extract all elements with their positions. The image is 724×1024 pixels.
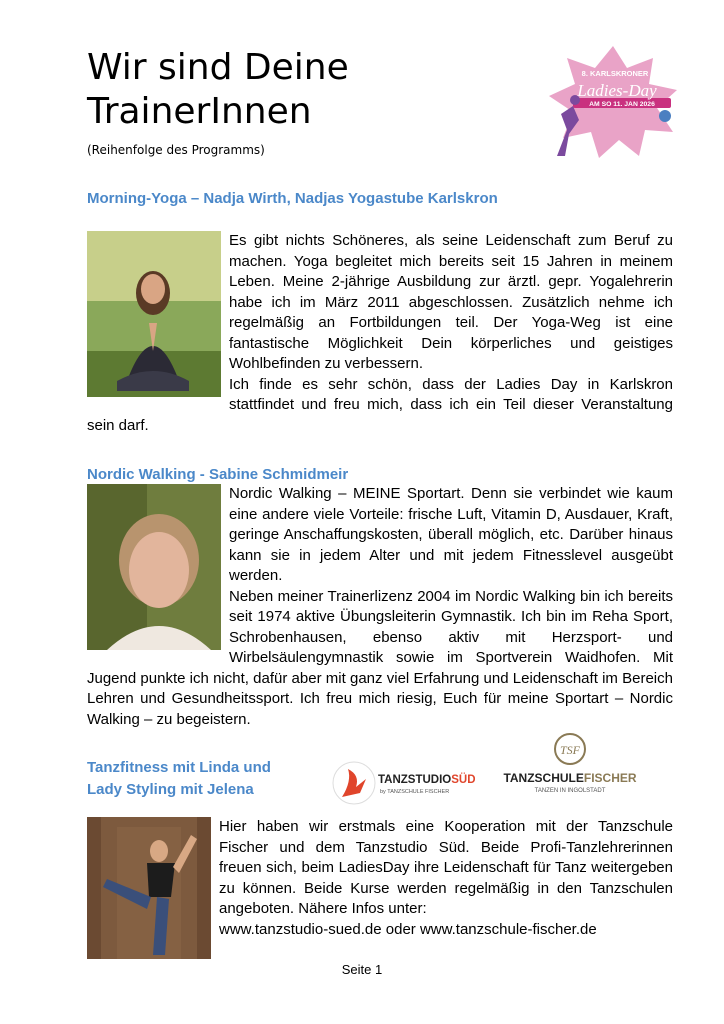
yoga-paragraph-1: Es gibt nichts Schöneres, als seine Leidenschaft zum Beruf zu machen. Yoga begleitet mich bereits seit 15 Jahren in meinem Leben. Meine 2-jährige Ausbildung zur ärztl. gepr. Yogalehrerin habe ich im März 2011 abgeschlossen. Zusätzlich nehme ich regelmäßig an Fortbildungen teil. Der Yoga-Weg ist eine fantastische Möglichkeit Dein körperliches und geistiges Wohlbefinden zu verbessern. <box>229 232 673 372</box>
section-title-nordic-walking: Nordic Walking - Sabine Schmidmeir <box>87 466 349 483</box>
yoga-paragraph-2: Ich finde es sehr schön, dass der Ladies Day in Karlskron stattfindet und freu mich, dass ich ein Teil dieser Veranstaltung sein darf. <box>87 375 673 434</box>
nordic-paragraph-2: Neben meiner Trainerlizenz 2004 im Nordic Walking bin ich bereits seit 1974 aktive Übungsleiterin Gymnastik. Ich bin im Reha Sport, Schrobenhausen, ebenso aktiv mit Herzsport- und Wirbelsäulengymnastik sowie im Sportverein Waidhofen. Mit Jugend punkte ich nicht, dafür aber mit ganz viel Erfahrung und Leidenschaft im Bereich Lehren und Gesundheitssport. Ich freu mich riesig, Euch für meine Sportart – Nordic Walking – zu begeistern. <box>87 587 673 728</box>
tanzstudio-name-a: TANZSTUDIO <box>378 774 452 786</box>
section-body-nordic-walking <box>87 484 673 730</box>
photo-sabine-schmidmeir <box>87 484 221 650</box>
photo-dancer <box>87 817 211 959</box>
tanzstudio-sued-logo <box>330 757 475 809</box>
ladies-day-logo <box>543 44 683 162</box>
tanzschule-fischer-logo <box>493 733 647 797</box>
logo-line-1: 8. KARLSKRONER <box>581 69 649 78</box>
section-body-yoga <box>87 231 673 436</box>
page-title <box>87 46 349 134</box>
tsf-sub: TANZEN IN INGOLSTADT <box>534 788 606 794</box>
logo-line-2: Ladies-Day <box>577 81 657 100</box>
svg-text:TANZSCHULEFISCHER <box>503 771 636 785</box>
tanz-paragraph-2: www.tanzstudio-sued.de oder www.tanzschule-fischer.de <box>219 920 597 938</box>
tanz-paragraph-1: Hier haben wir erstmals eine Kooperation mit der Tanzschule Fischer und dem Tanzstudio Süd. Beide Profi-Tanzlehrerinnen freuen sich, beim LadiesDay ihre Leidenschaft für Tanz weitergeben zu können. Beide Kurse werden regelmäßig in den Tanzschulen angeboten. Nähere Infos unter: <box>219 818 673 917</box>
tanzstudio-name-b: SÜD <box>451 774 475 786</box>
tsf-name-a: TANZSCHULE <box>503 771 584 785</box>
tsf-monogram: TSF <box>559 743 581 757</box>
logo-line-3: AM SO 11. JAN 2026 <box>589 101 655 108</box>
logo-badge-icon <box>659 110 671 122</box>
title-line-1: Wir sind Deine <box>87 47 349 88</box>
section-title-tanzfitness <box>87 757 271 801</box>
tanzstudio-sub: by TANZSCHULE FISCHER <box>380 789 450 795</box>
tanz-title-line-1: Tanzfitness mit Linda und <box>87 759 271 776</box>
section-body-tanzfitness <box>87 817 673 963</box>
photo-nadja-wirth <box>87 231 221 397</box>
tanz-title-line-2: Lady Styling mit Jelena <box>87 781 254 798</box>
page-number: Seite 1 <box>341 962 383 977</box>
title-line-2: TrainerInnen <box>87 91 312 132</box>
page-subtitle: (Reihenfolge des Programms) <box>87 143 265 157</box>
tsf-name-b: FISCHER <box>583 771 637 785</box>
svg-text:TANZSTUDIOSÜD <box>378 773 475 786</box>
section-title-yoga: Morning-Yoga – Nadja Wirth, Nadjas Yogastube Karlskron <box>87 190 498 207</box>
nordic-paragraph-1: Nordic Walking – MEINE Sportart. Denn sie verbindet wie kaum eine andere viele Vorteile: frische Luft, Vitamin D, Ausdauer, Kraft, geringe Anschaffungskosten, überall möglich, etc. Darüber hinaus kann sie in jedem Alter und mit jedem Fitnesslevel ausgeübt werden. <box>229 485 673 584</box>
